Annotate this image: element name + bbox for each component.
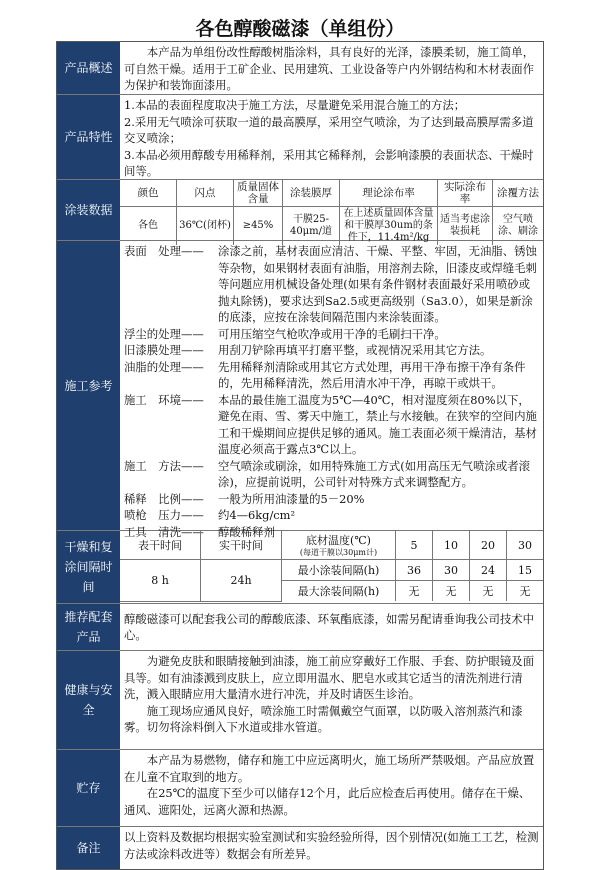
application-row [57,240,543,539]
application-label: 施工参考 [57,241,120,530]
max-interval-label: 最大涂装间隔(h) [282,581,396,602]
storage-label: 贮存 [57,750,120,826]
drying-label: 干燥和复涂间隔时间 [57,531,120,603]
application-key: 表面 处理—— [124,244,204,258]
min-interval-value: 15 [507,560,544,581]
substrate-temp-label: 底材温度(℃) [306,533,371,547]
page-title: 各色醇酸磁漆（单组份） [195,18,405,40]
overview-text: 本产品为单组份改性醇酸树脂涂料，具有良好的光泽，漆膜柔韧，施工简单，可自然干燥。适用于工矿企业、民用建筑、工业设备等户内外钢结构和木材表面作为保护和装饰面漆用。 [124,45,535,92]
substrate-temp-note: (每道干膜以30μm计) [299,547,378,557]
value-theoretical-coverage: 在上述质量固体含量和干膜厚30um的条件下，11.4m²/kg [340,207,438,246]
coating-data-table [120,180,543,245]
min-interval-value: 24 [470,560,507,581]
remarks-label: 备注 [57,827,120,869]
hard-dry-value: 24h [201,560,282,602]
remarks-row [57,826,543,869]
application-list [124,243,539,540]
feature-item: 1.本品的表面程度取决于施工方法，尽量避免采用混合施工的方法； [124,98,466,112]
header-film-thickness: 涂装膜厚 [283,180,340,207]
application-text: 本品的最佳施工温度为5℃—40℃，相对湿度须在80%以下，避免在雨、雪、雾天中施工，禁止与水接触。在狭窄的空间内施工和干燥期间应提供足够的通风。施工表面必须干燥清洁，基材温度必须高于露点3℃以上。 [218,392,537,456]
application-key: 浮尘的处理—— [124,326,204,341]
remarks-text: 以上资料及数据均根据实验室测试和实验经验所得，因个别情况(如施工工艺，检测方法或涂料改进等）数据会有所差异。 [124,830,539,861]
value-application-method: 空气喷涂、刷涂 [493,207,544,246]
drying-table [120,531,543,602]
application-text: 可用压缩空气枪吹净或用干净的毛刷扫干净。 [218,326,446,341]
application-text: 一般为所用油漆量的5－20% [218,491,365,506]
application-key: 喷枪 压力—— [124,508,204,522]
value-film-thickness: 干膜25-40μm/道 [283,207,340,246]
application-key: 施工 环境—— [124,392,204,407]
feature-item: 2.采用无气喷涂可获取一道的最高膜厚，采用空气喷涂，为了达到最高膜厚需多道交叉喷涂； [124,114,534,145]
recommended-row [57,603,543,650]
max-interval-value: 无 [507,581,544,602]
application-text: 用刮刀铲除再填平打磨平整，或视情况采用其它方法。 [218,343,492,357]
header-theoretical-coverage: 理论涂布率 [340,180,438,207]
value-color: 各色 [120,207,177,246]
application-key: 工具 清洗—— [124,524,204,539]
header-actual-coverage: 实际涂布率 [438,180,493,207]
safety-paragraph: 为避免皮肤和眼睛接触到油漆，施工前应穿戴好工作服、手套、防护眼镜及面具等。如有油漆溅到皮肤上，应立即用温水、肥皂水或其它适当的清洗剂进行清洗，溅入眼睛应用大量清水进行冲洗，并及时请医生诊治。 [124,654,535,701]
application-text: 醇酸稀释剂 [218,524,275,539]
header-solids: 质量固体含量 [234,180,283,207]
application-text: 空气喷涂或刷涂，如用特殊施工方式(如用高压无气喷涂或者滚涂)，应提前说明，公司针对特殊方式来调整配方。 [218,458,530,489]
application-key: 稀释 比例—— [124,491,204,506]
features-row [57,94,543,179]
header-flash-point: 闪点 [177,180,234,207]
recommended-text: 醇酸磁漆可以配套我公司的醇酸底漆、环氧酯底漆，如需另配请垂询我公司技术中心。 [124,611,535,642]
surface-dry-value: 8 h [120,560,201,602]
temperature-value: 20 [470,531,507,560]
drying-row [57,530,543,603]
application-text: 约4—6kg/cm² [218,508,296,522]
min-interval-label: 最小涂装间隔(h) [282,560,396,581]
storage-row [57,749,543,826]
min-interval-value: 30 [433,560,470,581]
header-application-method: 涂覆方法 [493,180,544,207]
header-color: 颜色 [120,180,177,207]
overview-row [57,42,543,94]
surface-dry-label: 表干时间 [120,531,201,560]
value-actual-coverage: 适当考虑涂装损耗 [438,207,493,246]
feature-item: 3.本品必须用醇酸专用稀释剂，采用其它稀释剂，会影响漆膜的表面状态、干燥时间等。 [124,147,534,178]
value-flash-point: 36℃(闭杯) [177,207,234,246]
application-text: 涂漆之前，基材表面应清洁、干燥、平整、牢固，无油脂、锈蚀等杂物，如果钢材表面有油脂，用溶剂去除，旧漆皮或焊缝毛刺等问题应用机械设备处理(如果有条件钢材表面最好采用喷砂或抛丸除锈)，要求达到Sa2.5或更高级别（Sa3.0），如果是新涂的底漆，应按在涂装间隔范围内来涂装面漆。 [218,244,537,324]
coating-data-label: 涂装数据 [57,180,120,240]
storage-paragraph: 在25℃的温度下至少可以储存12个月，此后应检查后再使用。储存在干燥、通风、遮阳处，远离火源和热源。 [124,786,531,817]
temperature-value: 10 [433,531,470,560]
max-interval-value: 无 [433,581,470,602]
coating-data-row [57,179,543,243]
features-label: 产品特性 [57,95,120,179]
application-key: 旧漆膜处理—— [124,343,204,357]
recommended-label: 推荐配套产品 [57,604,120,650]
safety-row [57,650,543,749]
application-key: 油脂的处理—— [124,359,204,374]
max-interval-value: 无 [470,581,507,602]
min-interval-value: 36 [396,560,433,581]
safety-paragraph: 施工现场应通风良好，喷涂施工时需佩戴空气面罩，以防吸入溶剂蒸汽和漆雾。切勿将涂料倒入下水道或排水管道。 [124,703,523,734]
datasheet-table [56,41,544,870]
value-solids: ≥45% [234,207,283,246]
temperature-value: 5 [396,531,433,560]
overview-label: 产品概述 [57,42,120,94]
application-text: 先用稀释剂清除或用其它方式处理，再用干净布擦干净有条件的，先用稀释清洗，然后用清水冲干净，再晾干或烘干。 [218,359,526,390]
application-key: 施工 方法—— [124,458,204,473]
temperature-value: 30 [507,531,544,560]
hard-dry-label: 实干时间 [201,531,282,560]
max-interval-value: 无 [396,581,433,602]
storage-paragraph: 本产品为易燃物，储存和施工中应远离明火，施工场所严禁吸烟。产品应放置在儿童不宜取到的地方。 [124,753,535,784]
safety-label: 健康与安全 [57,651,120,749]
